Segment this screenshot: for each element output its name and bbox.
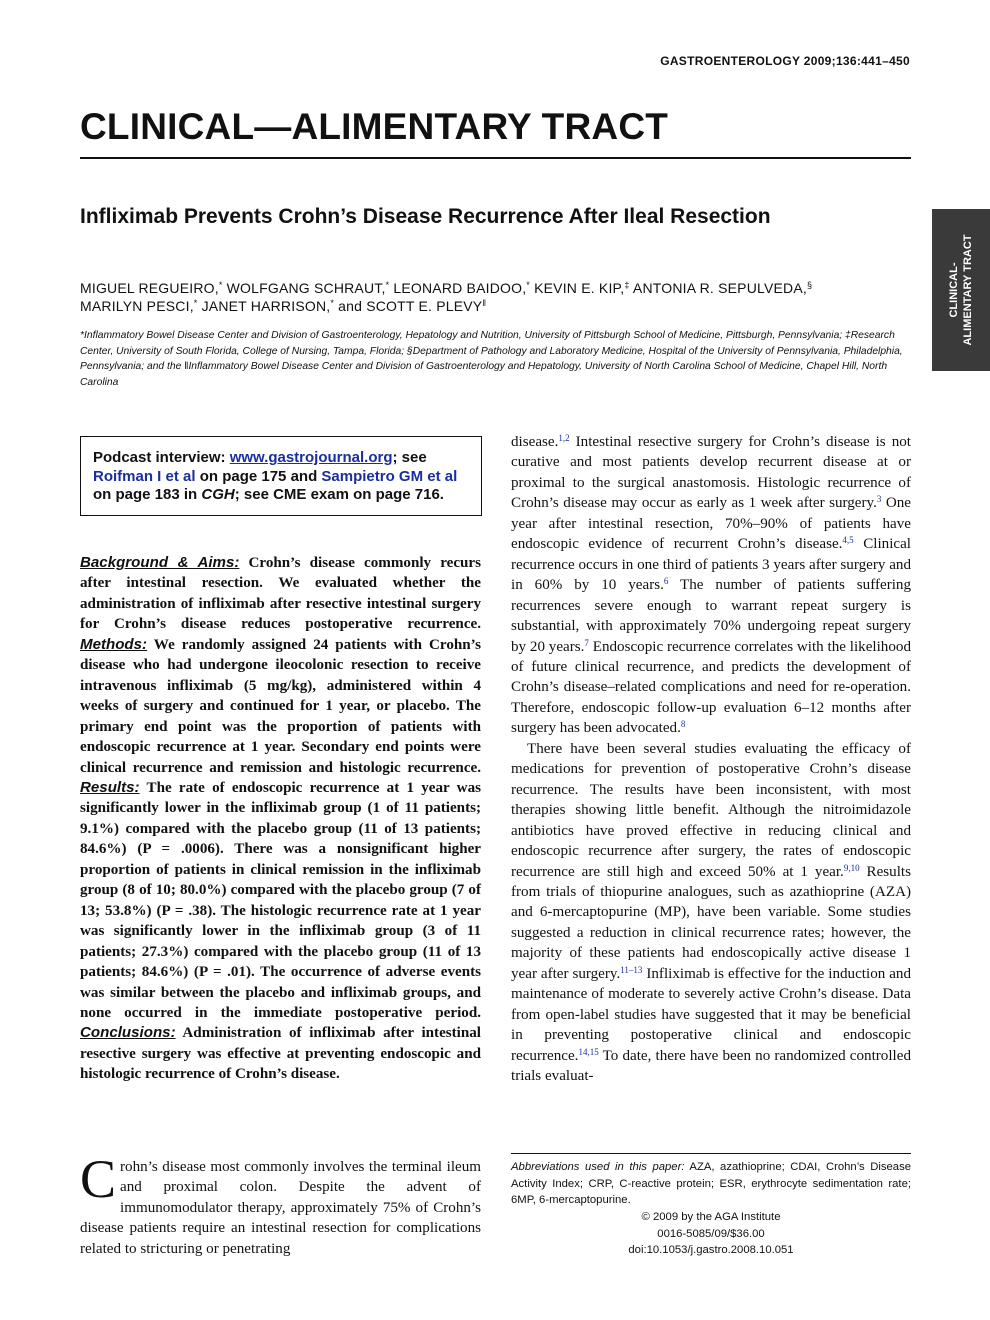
abstract-conclusions-text: Administration of infliximab after intestinal resective surgery was effective at preventing endoscopic and histologic recurrence of Crohn’s disease. (80, 1025, 481, 1083)
right-column-text (511, 432, 911, 1087)
abstract-conclusions-label: Conclusions: (80, 1024, 176, 1042)
text-run: To date, there have been no randomized controlled trials evaluat- (511, 1047, 911, 1085)
footnote-divider (511, 1153, 911, 1154)
author: ANTONIA R. SEPULVEDA, (632, 280, 807, 296)
author: MIGUEL REGUEIRO, (80, 280, 219, 296)
author: WOLFGANG SCHRAUT, (226, 280, 386, 296)
journal-url-link[interactable]: www.gastrojournal.org (229, 449, 393, 466)
podcast-text: on page 183 in (93, 486, 202, 503)
affiliations: *Inflammatory Bowel Disease Center and Division of Gastroenterology, Hepatology and Nutrition, University of Pittsburgh School of Medicine, Pittsburgh, Pennsylvania; ‡Research Center, University of South Florida, College of Nursing, Tampa, Florida; §Department of Pathology and Laboratory Medicine, Hospital of the University of Pennsylvania, Philadelphia, Pennsylvania; and the ‖Inflammatory Bowel Disease Center and Division of Gastroenterology and Hepatology, University of North Carolina School of Medicine, Chapel Hill, North Carolina (80, 330, 903, 389)
podcast-text: ; see (392, 449, 427, 466)
text-run: One year after intestinal resection, 70%–90% of patients have endoscopic evidence of recurrent Crohn’s disease. (511, 495, 912, 553)
citation-ref[interactable]: 1,2 (558, 433, 570, 443)
issn-line: 0016-5085/09/$36.00 (657, 1227, 765, 1240)
abstract-results-text: The rate of endoscopic recurrence at 1 year was significantly lower in the infliximab group (1 of 11 patients; 9.1%) compared with the placebo group (11 of 13 patients; 84.6%) (P = .0006). There was a nonsignificant higher proportion of patients in clinical remission in the infliximab group (8 of 10; 80.0%) compared with the placebo group (7 of 13; 53.8%) (P = .38). The histologic recurrence rate at 1 year was significantly lower in the infliximab group (3 of 11 patients; 27.3%) compared with the placebo group (11 of 13 patients; 84.6%) (P = .01). The occurrence of adverse events was similar between the placebo and infliximab groups, and none occurred in the immediate postoperative period. (80, 779, 481, 1021)
intro-paragraph: rohn’s disease most commonly involves the terminal ileum and proximal colon. Despite the advent of immunomodulator therapy, approximately 75% of Crohn’s disease patients require an intestinal resection for complications related to stricturing or penetrating (80, 1159, 481, 1257)
journal-name: CGH (201, 486, 235, 503)
text-run: Intestinal resective surgery for Crohn’s disease is not curative and most patients develop recurrent disease at or proximal to the surgical anastomosis. Histologic recurrence of Crohn’s disease may occur as early as 1 week after surgery. (511, 434, 911, 512)
author: JANET HARRISON, (201, 298, 331, 314)
citation-ref[interactable]: 4,5 (842, 535, 854, 546)
author: MARILYN PESCI, (80, 298, 194, 314)
abstract-results-label: Results: (80, 778, 140, 796)
abstract-methods-text: We randomly assigned 24 patients with Crohn’s disease who had undergone ileocolonic resection to receive intravenous infliximab (5 mg/kg), administered within 4 weeks of surgery and continued for 1 year, or placebo. The primary end point was the proportion of patients with endoscopic recurrence at 1 year. Secondary end points were clinical recurrence and remission and histologic recurrence. (80, 636, 481, 776)
section-side-tab (932, 209, 990, 371)
drop-cap: C (80, 1149, 117, 1209)
abstract (80, 553, 481, 1085)
text-run: The number of patients suffering recurrences severe enough to warrant repeat surgery is substantial, with approximately 70% undergoing repeat surgery by 20 years. (511, 577, 912, 655)
text-run: Clinical recurrence occurs in one third of patients 3 years after surgery and in 60% by 10 years. (511, 536, 911, 594)
copyright-block (511, 1209, 911, 1259)
author-mark: § (807, 280, 813, 290)
author-list (80, 279, 910, 315)
podcast-box (80, 436, 482, 516)
author: and SCOTT E. PLEVY (338, 298, 483, 314)
author-mark: ‖ (482, 298, 487, 308)
sampietro-link[interactable]: Sampietro GM et al (321, 467, 458, 485)
side-tab-label (947, 234, 975, 345)
podcast-prefix: Podcast interview: (93, 449, 230, 466)
citation-ref[interactable]: 6 (663, 576, 669, 587)
side-tab-line2: ALIMENTARY TRACT (962, 234, 974, 346)
journal-reference: GASTROENTEROLOGY 2009;136:441–450 (660, 54, 910, 68)
paragraph-1 (511, 432, 911, 739)
doi-line[interactable]: doi:10.1053/j.gastro.2008.10.051 (628, 1244, 794, 1257)
text-run: disease. (511, 434, 559, 450)
podcast-text: on page 175 and (195, 467, 322, 485)
author-mark: * (218, 280, 223, 290)
podcast-text: ; see CME exam on page 716. (234, 486, 444, 503)
author-mark: ‡ (624, 280, 630, 290)
citation-ref[interactable]: 7 (584, 637, 589, 648)
abbreviations-text: AZA, azathioprine; CDAI, Crohn’s Disease Activity Index; CRP, C-reactive protein; ESR, erythrocyte sedimentation rate; 6MP, 6-mercaptopurine. (511, 1161, 912, 1207)
author-mark: * (330, 298, 335, 308)
citation-ref[interactable]: 9,10 (843, 862, 860, 873)
article-title: Infliximab Prevents Crohn’s Disease Recurrence After Ileal Resection (80, 205, 771, 228)
author: KEVIN E. KIP, (534, 280, 625, 296)
paragraph-2 (511, 739, 911, 1087)
citation-ref[interactable]: 3 (876, 494, 882, 505)
section-title: CLINICAL—ALIMENTARY TRACT (80, 106, 669, 147)
text-run: Results from trials of thiopurine analogues, such as azathioprine (AZA) and 6-mercaptopurine (MP), have been variable. Some studies suggested a reduction in clinical recurrence rates; however, the majority of these patients had endoscopically active disease 1 year after surgery. (511, 863, 911, 982)
citation-ref[interactable]: 8 (680, 719, 686, 730)
section-divider (80, 157, 911, 159)
citation-ref[interactable]: 11–13 (620, 964, 643, 975)
author: LEONARD BAIDOO, (393, 280, 527, 296)
abstract-methods-label: Methods: (80, 635, 148, 653)
citation-ref[interactable]: 14,15 (578, 1046, 599, 1057)
copyright-line: © 2009 by the AGA Institute (641, 1211, 781, 1223)
author-mark: * (385, 280, 390, 290)
author-mark: * (526, 280, 530, 290)
author-mark: * (193, 298, 198, 308)
introduction-text (80, 1149, 481, 1259)
text-run: Endoscopic recurrence correlates with the likelihood of future clinical recurrence, and predicts the development of Crohn’s disease–related complications and need for re-operation. Therefore, endoscopic follow-up evaluation 6–12 months after surgery has been advocated. (511, 638, 911, 737)
abstract-background-text: Crohn’s disease commonly recurs after intestinal resection. We evaluated whether the administration of infliximab after resective intestinal surgery for Crohn’s disease reduces postoperative recurrence. (80, 555, 481, 633)
text-run: Infliximab is effective for the induction and maintenance of moderate to severely active Crohn’s disease. Data from open-label studies have suggested that it may be beneficial in preventing postoperative clinical and endoscopic recurrence. (511, 965, 911, 1064)
abbreviations-label: Abbreviations used in this paper: (511, 1161, 685, 1173)
abbreviations-footnote (511, 1159, 911, 1209)
roifman-link[interactable]: Roifman I et al (93, 467, 196, 485)
text-run: There have been several studies evaluating the efficacy of medications for prevention of postoperative Crohn’s disease recurrence. The results have been inconsistent, with most therapies showing little benefit. Although the nitroimidazole antibiotics have proved effective in reducing clinical and endoscopic recurrence after surgery, the rates of endoscopic recurrence are still high and exceed 50% at 1 year. (511, 740, 911, 880)
side-tab-line1: CLINICAL- (948, 262, 960, 318)
abstract-background-label: Background & Aims: (80, 554, 240, 571)
